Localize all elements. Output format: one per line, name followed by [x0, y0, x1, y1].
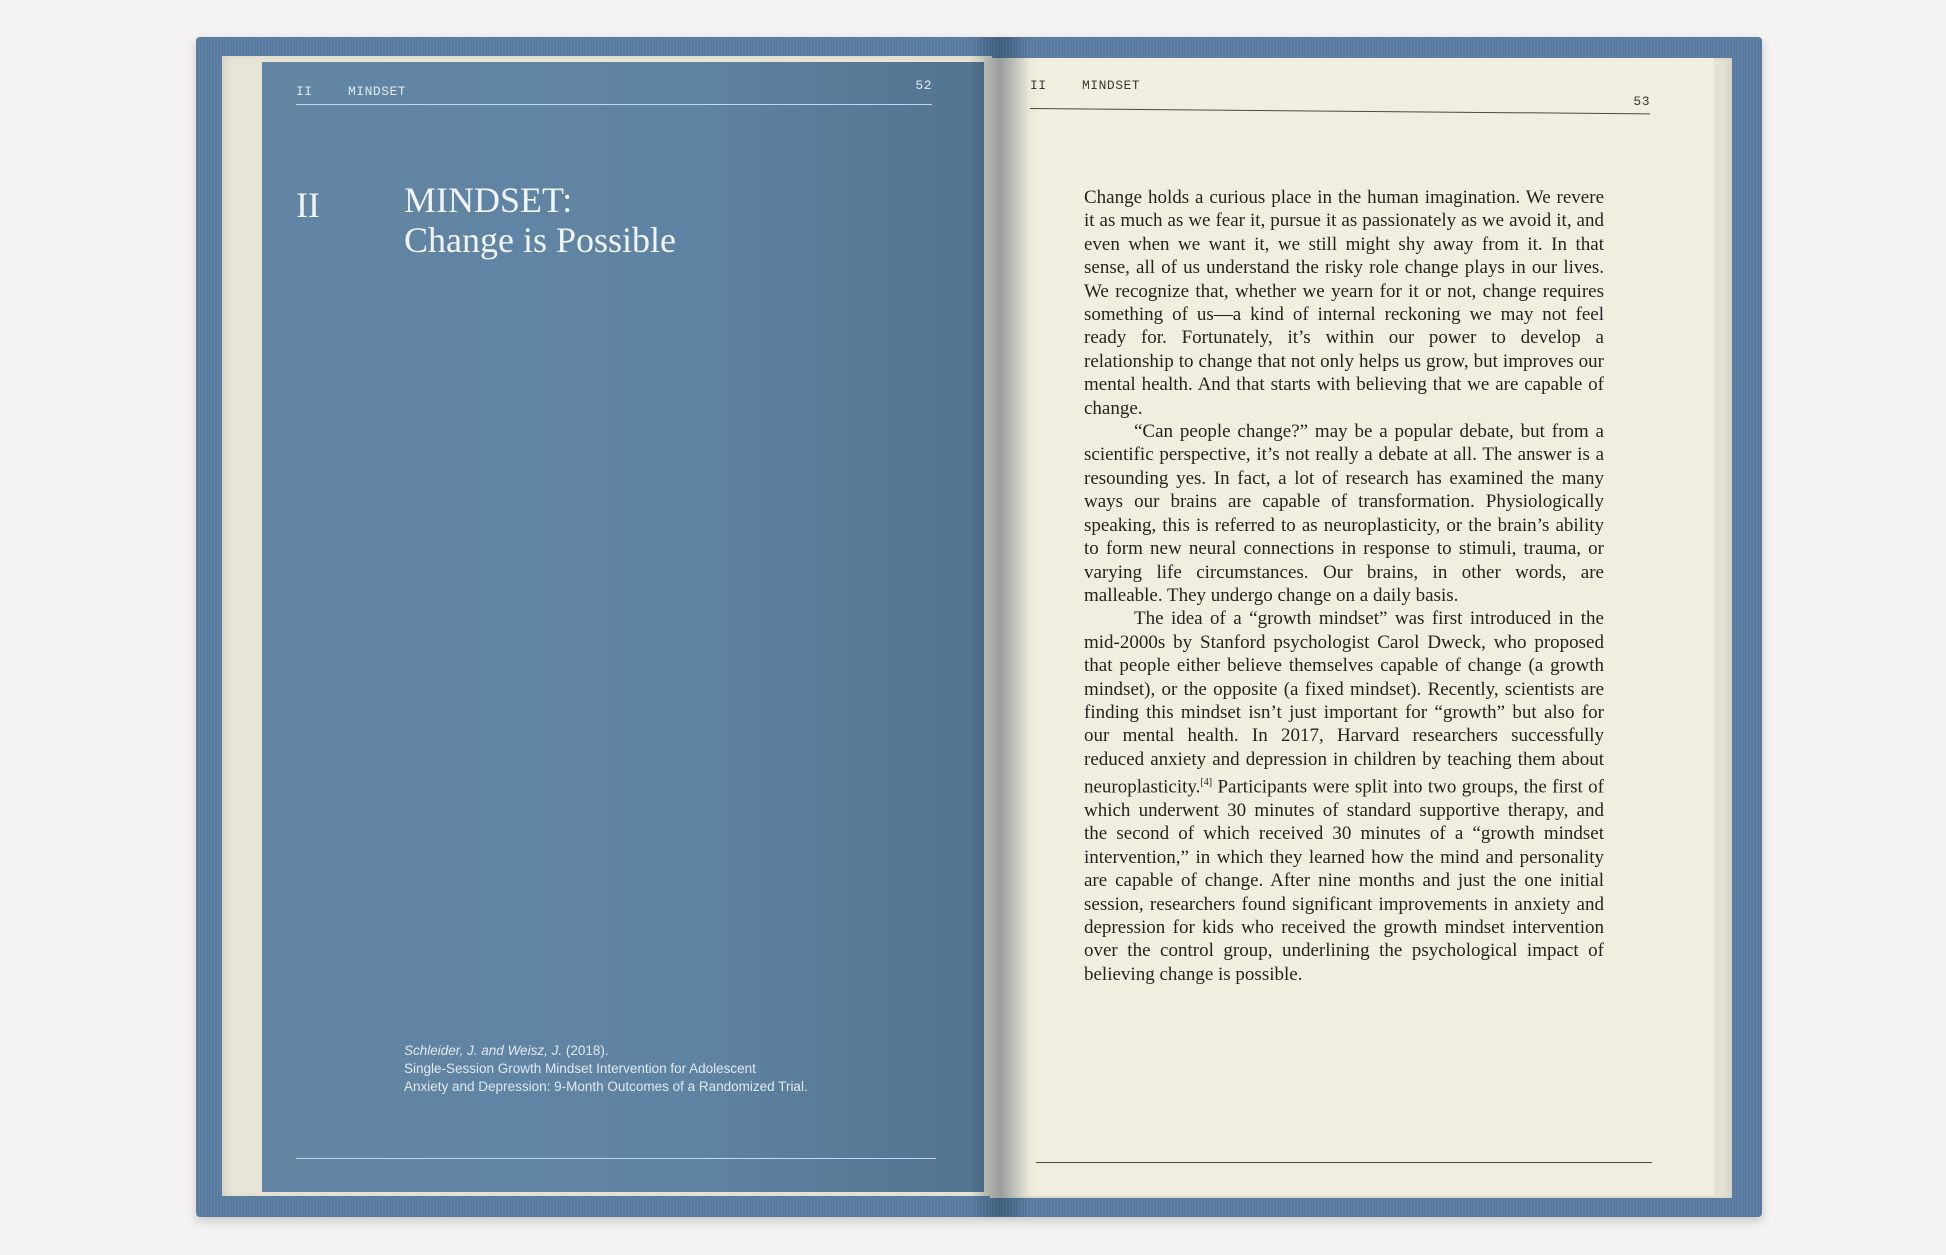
body-text — [1084, 186, 1604, 986]
right-page — [984, 58, 1714, 1196]
left-header-rule — [296, 104, 932, 105]
right-header-roman: II — [1030, 78, 1047, 93]
right-header-rule — [1030, 108, 1650, 114]
left-footer-rule — [296, 1158, 936, 1159]
citation-line2: Single-Session Growth Mindset Intervention for Adolescent — [404, 1061, 756, 1076]
chapter-title-line2: Change is Possible — [404, 220, 677, 260]
paragraph: “Can people change?” may be a popular debate, but from a scientific perspective, it’s not really a debate at all. The answer is a resounding yes. In fact, a lot of research has examined the many ways our brains are capable of transformation. Physiologically speaking, this is referred to as neuroplasticity, or the brain’s ability to form new neural connections in response to stimuli, trauma, or varying life circumstances. Our brains, in other words, are malleable. They undergo change on a daily basis. — [1084, 421, 1604, 606]
paragraph-text-cont: Participants were split into two groups, the first of which underwent 30 minutes of standard supportive therapy, and the second of which received 30 minutes of a “growth mindset intervention,” in which they learned how the mind and personality are capable of change. After nine months and just the one initial session, researchers found significant improvements in anxiety and depression for kids who received the growth mindset intervention over the control group, underlining the psychological impact of believing change is possible. — [1084, 776, 1604, 985]
chapter-title-line1: MINDSET: — [404, 180, 573, 220]
right-footer-rule — [1036, 1162, 1652, 1163]
left-header-section: MINDSET — [348, 84, 407, 99]
citation-authors: Schleider, J. and Weisz, J. — [404, 1043, 563, 1058]
chapter-roman-numeral: II — [296, 185, 320, 225]
citation — [404, 1042, 924, 1096]
left-header-roman: II — [296, 84, 313, 99]
citation-line3: Anxiety and Depression: 9-Month Outcomes of a Randomized Trial. — [404, 1079, 808, 1094]
chapter-title — [404, 180, 676, 260]
left-page-number: 52 — [915, 78, 932, 93]
footnote-marker: [4] — [1200, 777, 1213, 789]
left-page — [262, 62, 986, 1192]
paragraph-text: The idea of a “growth mindset” was first introduced in the mid-2000s by Stanford psychologist Carol Dweck, who proposed that people either believe themselves capable of change (a growth mindset), or the opposite (a fixed mindset). Recently, scientists are finding this mindset isn’t just important for “growth” but also for our mental health. In 2017, Harvard researchers successfully reduced anxiety and depression in children by teaching them about neuroplasticity. — [1084, 608, 1604, 798]
right-header-section: MINDSET — [1082, 78, 1141, 93]
paragraph: Change holds a curious place in the human imagination. We revere it as much as we fear it, pursue it as passionately as we avoid it, and even when we want it, we still might shy away from it. In that sense, all of us understand the risky role change plays in our lives. We recognize that, whether we yearn for it or not, change requires something of us—a kind of internal reckoning we may not feel ready for. Fortunately, it’s within our power to develop a relationship to change that not only helps us grow, but improves our mental health. And that starts with believing that we are capable of change. — [1084, 187, 1604, 419]
book-spine-shadow — [970, 37, 1030, 1217]
citation-year: (2018). — [565, 1043, 609, 1058]
paragraph — [1084, 607, 1604, 986]
right-page-number: 53 — [1633, 94, 1650, 109]
citation-line1 — [404, 1042, 924, 1060]
